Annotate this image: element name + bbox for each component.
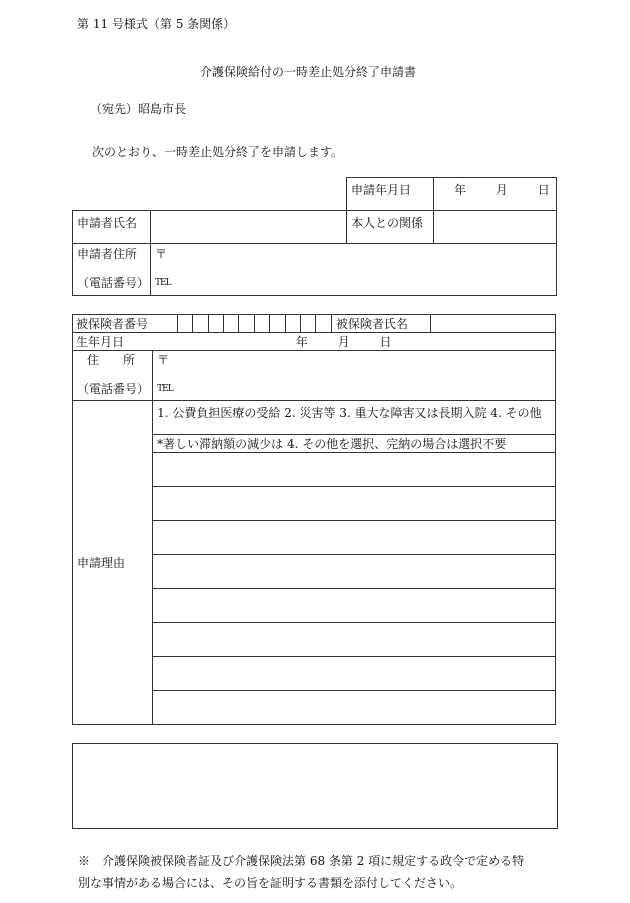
- reason-line-3[interactable]: [153, 521, 556, 555]
- reason-line-6[interactable]: [153, 623, 556, 657]
- insured-table: [72, 314, 556, 725]
- insured-phone-label: （電話番号）: [77, 382, 150, 396]
- reason-line-7[interactable]: [153, 657, 556, 691]
- insured-number-digit-5[interactable]: [239, 315, 254, 333]
- applicant-name-label: 申請者氏名: [73, 211, 151, 244]
- applicant-name-field[interactable]: [151, 211, 347, 244]
- reason-line-4[interactable]: [153, 555, 556, 589]
- page-title: 介護保険給付の一時差止処分終了申請書: [200, 65, 417, 79]
- insured-number-digit-3[interactable]: [208, 315, 223, 333]
- insured-name-field[interactable]: [430, 315, 555, 333]
- date-year-label: 年: [454, 183, 467, 197]
- insured-number-digit-6[interactable]: [254, 315, 269, 333]
- insured-tel-mark: TEL: [157, 384, 173, 394]
- reason-note: *著しい滞納額の減少は 4. その他を選択、完納の場合は選択不要: [153, 435, 556, 453]
- footnote-line-1: ※ 介護保険被保険者証及び介護保険法第 68 条第 2 項に規定する政令で定める特: [78, 854, 525, 868]
- birth-month-label: 月: [337, 335, 350, 349]
- reason-label: 申請理由: [73, 401, 153, 725]
- birth-date-row[interactable]: [73, 333, 556, 351]
- intro-text: 次のとおり、一時差止処分終了を申請します。: [92, 145, 344, 159]
- birth-date-label: 生年月日: [76, 335, 125, 349]
- insured-number-digit-9[interactable]: [301, 315, 316, 333]
- insured-number-digit-4[interactable]: [224, 315, 239, 333]
- application-date-table: [346, 177, 557, 211]
- applicant-table: [72, 210, 557, 296]
- reason-line-8[interactable]: [153, 691, 556, 725]
- relation-label: 本人との関係: [347, 211, 434, 244]
- postal-mark: 〒: [155, 247, 168, 261]
- tel-mark: TEL: [155, 278, 171, 288]
- insured-postal-mark: 〒: [157, 353, 170, 367]
- applicant-address-field[interactable]: [151, 244, 557, 296]
- reason-line-1[interactable]: [153, 453, 556, 487]
- addressee: （宛先）昭島市長: [90, 102, 187, 116]
- insured-address-label: 住 所: [87, 353, 136, 367]
- insured-name-label: 被保険者氏名: [331, 315, 430, 333]
- insured-number-digit-1[interactable]: [177, 315, 192, 333]
- insured-number-digit-2[interactable]: [193, 315, 208, 333]
- application-date-field[interactable]: [434, 178, 557, 211]
- relation-field[interactable]: [434, 211, 557, 244]
- insured-number-label: 被保険者番号: [73, 315, 178, 333]
- applicant-phone-label: （電話番号）: [77, 276, 150, 290]
- applicant-address-label: 申請者住所: [77, 247, 138, 261]
- application-date-label: 申請年月日: [347, 178, 434, 211]
- insured-number-digit-10[interactable]: [316, 315, 331, 333]
- office-use-box[interactable]: [72, 743, 558, 829]
- insured-number-digit-8[interactable]: [285, 315, 300, 333]
- footnote-line-2: 別な事情がある場合には、その旨を証明する書類を添付してください。: [78, 876, 463, 890]
- reason-options: 1. 公費負担医療の受給 2. 災害等 3. 重大な障害又は長期入院 4. その他: [153, 401, 556, 435]
- date-day-label: 日: [537, 183, 550, 197]
- birth-day-label: 日: [379, 335, 392, 349]
- reason-line-5[interactable]: [153, 589, 556, 623]
- insured-number-digit-7[interactable]: [270, 315, 285, 333]
- birth-year-label: 年: [295, 335, 308, 349]
- reason-line-2[interactable]: [153, 487, 556, 521]
- form-number: 第 11 号様式（第 5 条関係）: [77, 17, 236, 31]
- date-month-label: 月: [495, 183, 508, 197]
- insured-address-field[interactable]: [153, 351, 556, 401]
